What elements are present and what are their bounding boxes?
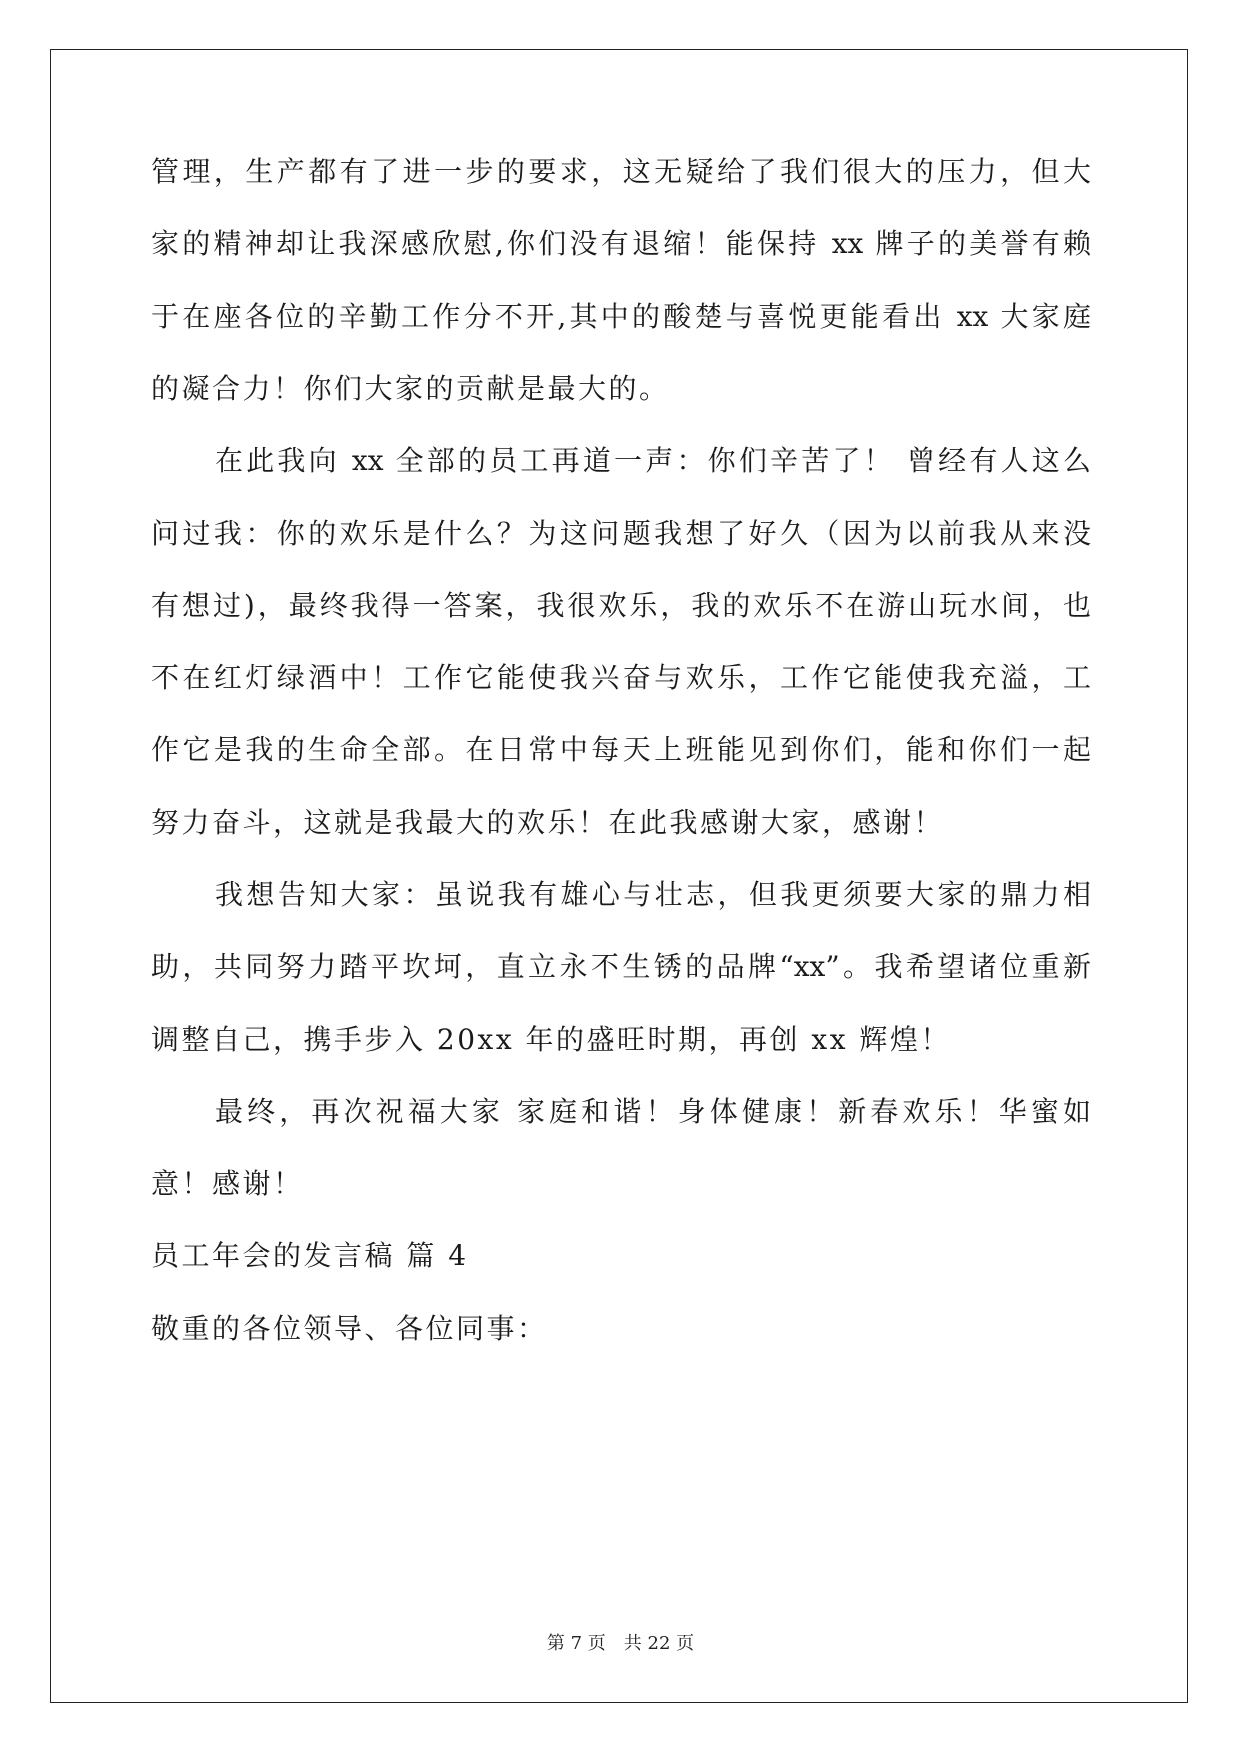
body-line-11: 我想告知大家：虽说我有雄心与壮志，但我更须要大家的鼎力相 [215, 878, 1091, 911]
body-line-14: 最终，再次祝福大家 家庭和谐！身体健康！新春欢乐！华蜜如 [215, 1095, 1091, 1128]
page-footer: 第 7 页 共 22 页 [546, 1633, 695, 1654]
body-line-13: 调整自己，携手步入 20xx 年的盛旺时期，再创 xx 辉煌！ [151, 1023, 951, 1056]
body-line-12: 助，共同努力踏平坎坷，直立永不生锈的品牌“xx”。我希望诸位重新 [151, 950, 1091, 983]
body-line-5: 在此我向 xx 全部的员工再道一声：你们辛苦了！ 曾经有人这么 [215, 444, 1091, 477]
body-line-15: 意！感谢！ [151, 1167, 304, 1200]
body-line-7: 有想过)，最终我得一答案，我很欢乐，我的欢乐不在游山玩水间，也 [151, 589, 1091, 622]
body-line-4: 的凝合力！你们大家的贡献是最大的。 [151, 372, 670, 405]
salutation: 敬重的各位领导、各位同事： [151, 1312, 548, 1345]
body-line-3: 于在座各位的辛勤工作分不开,其中的酸楚与喜悦更能看出 xx 大家庭 [151, 300, 1091, 333]
body-line-10: 努力奋斗，这就是我最大的欢乐！在此我感谢大家，感谢！ [151, 806, 945, 839]
body-line-9: 作它是我的生命全部。在日常中每天上班能见到你们，能和你们一起 [151, 733, 1091, 766]
body-line-2: 家的精神却让我深感欣慰,你们没有退缩！能保持 xx 牌子的美誉有赖 [151, 227, 1091, 260]
section-heading: 员工年会的发言稿 篇 4 [151, 1239, 469, 1272]
body-line-6: 问过我：你的欢乐是什么？为这问题我想了好久（因为以前我从来没 [151, 517, 1091, 550]
body-line-8: 不在红灯绿酒中！工作它能使我兴奋与欢乐，工作它能使我充溢，工 [151, 661, 1091, 694]
body-line-1: 管理，生产都有了进一步的要求，这无疑给了我们很大的压力，但大 [151, 155, 1091, 188]
